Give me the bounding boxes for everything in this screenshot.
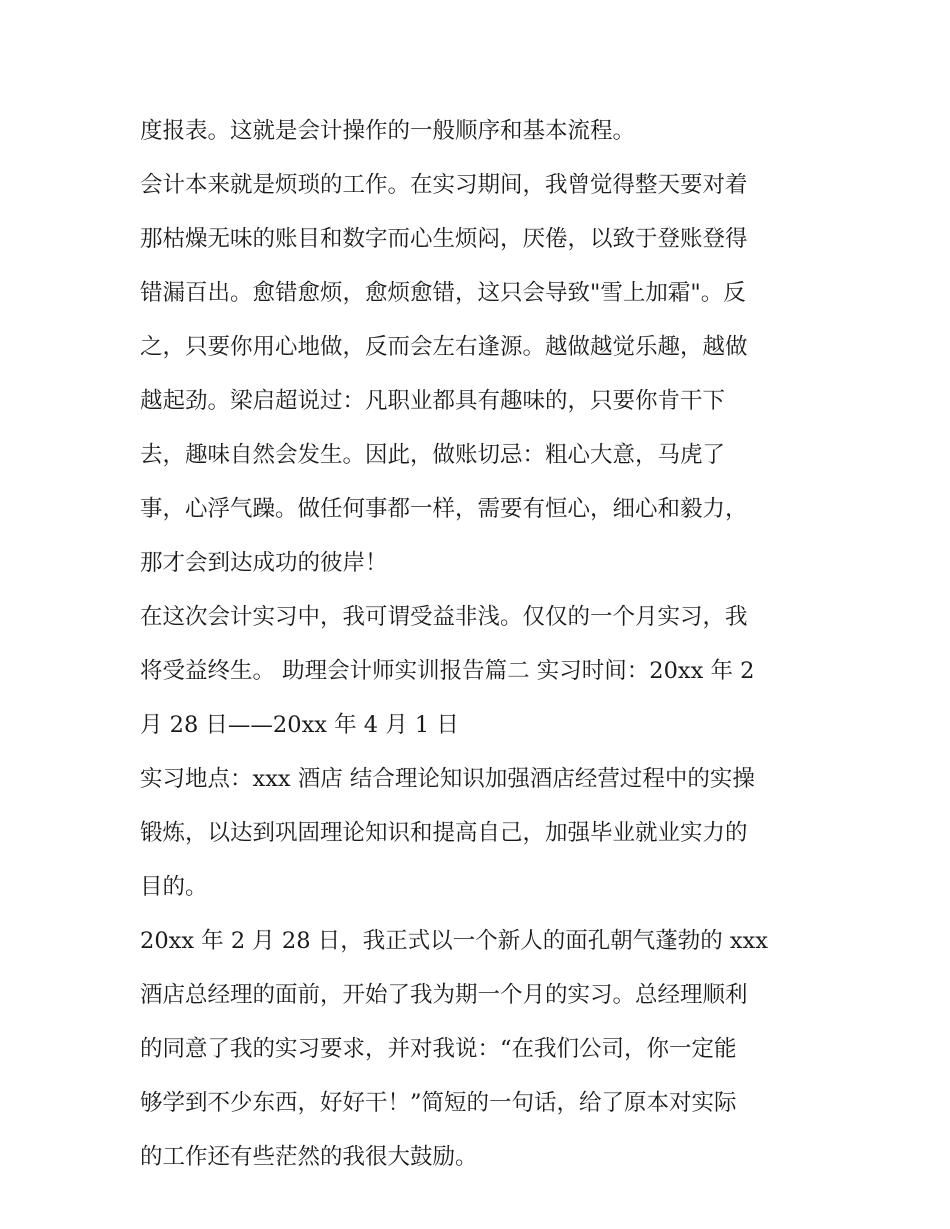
text-line: 去，趣味自然会发生。因此，做账切忌：粗心大意，马虎了 bbox=[140, 442, 726, 468]
text-line: 事，心浮气躁。做任何事都一样，需要有恒心，细心和毅力， bbox=[140, 496, 748, 522]
text-line: 月 28 日——20xx 年 4 月 1 日 bbox=[140, 712, 459, 738]
text-line: 那才会到达成功的彼岸！ bbox=[140, 550, 388, 576]
text-line: 那枯燥无味的账目和数字而心生烦闷，厌倦，以致于登账登得 bbox=[140, 226, 748, 252]
text-line: 的工作还有些茫然的我很大鼓励。 bbox=[140, 1144, 478, 1170]
text-line: 会计本来就是烦琐的工作。在实习期间，我曾觉得整天要对着 bbox=[140, 172, 748, 198]
text-line: 越起劲。梁启超说过：凡职业都具有趣味的，只要你肯干下 bbox=[140, 388, 726, 414]
document-body bbox=[140, 104, 820, 1184]
text-line: 将受益终生。 助理会计师实训报告篇二 实习时间：20xx 年 2 bbox=[140, 658, 755, 684]
text-line: 目的。 bbox=[140, 874, 208, 900]
text-line: 之，只要你用心地做，反而会左右逢源。越做越觉乐趣，越做 bbox=[140, 334, 748, 360]
text-line: 实习地点：xxx 酒店 结合理论知识加强酒店经营过程中的实操 bbox=[140, 766, 755, 792]
text-line: 锻炼，以达到巩固理论知识和提高自己，加强毕业就业实力的 bbox=[140, 820, 748, 846]
text-line: 的同意了我的实习要求，并对我说：“在我们公司，你一定能 bbox=[140, 1036, 737, 1062]
text-line: 酒店总经理的面前，开始了我为期一个月的实习。总经理顺利 bbox=[140, 982, 748, 1008]
text-line: 20xx 年 2 月 28 日，我正式以一个新人的面孔朝气蓬勃的 xxx bbox=[140, 928, 768, 954]
text-line: 错漏百出。愈错愈烦，愈烦愈错，这只会导致"雪上加霜"。反 bbox=[140, 280, 746, 306]
text-line: 度报表。这就是会计操作的一般顺序和基本流程。 bbox=[140, 118, 636, 144]
text-line: 够学到不少东西，好好干！”简短的一句话，给了原本对实际 bbox=[140, 1090, 737, 1116]
text-line: 在这次会计实习中，我可谓受益非浅。仅仅的一个月实习，我 bbox=[140, 604, 748, 630]
